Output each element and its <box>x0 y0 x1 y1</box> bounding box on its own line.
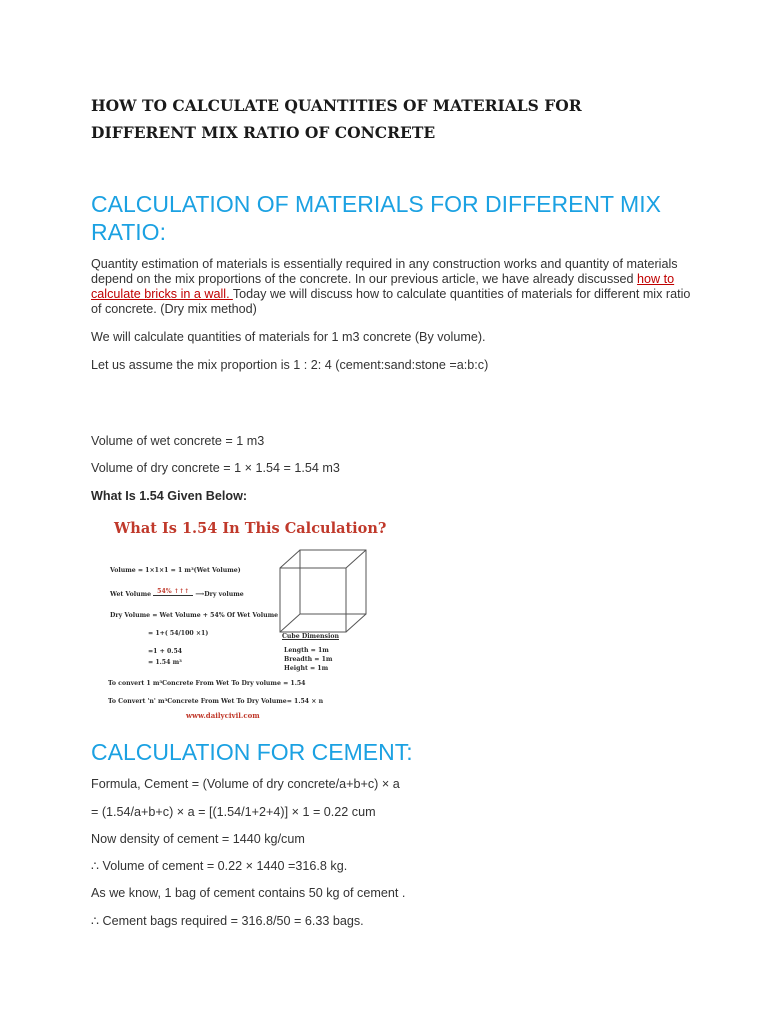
figure-line-dry-formula: Dry Volume = Wet Volume + 54% Of Wet Volume <box>110 612 279 619</box>
cement-calculation: = (1.54/a+b+c) × a = [(1.54/1+2+4)] × 1 = 0.22 cum <box>91 805 376 819</box>
intro-paragraph <box>91 257 691 317</box>
bricks-article-link[interactable]: how to calculate bricks in a wall. <box>91 272 675 301</box>
section-heading-materials: CALCULATION OF MATERIALS FOR DIFFERENT MIX RATIO: <box>91 191 661 245</box>
intro-text-end: Today we will discuss how to calculate quantities of materials for different mix ratio of concrete. (Dry mix method) <box>91 287 691 316</box>
paragraph-dry-volume: Volume of dry concrete = 1 × 1.54 = 1.54 m3 <box>91 461 340 475</box>
cement-density: Now density of cement = 1440 kg/cum <box>91 832 305 846</box>
paragraph-quantities: We will calculate quantities of materials for 1 m3 concrete (By volume). <box>91 330 486 344</box>
figure-title: What Is 1.54 In This Calculation? <box>114 520 387 537</box>
paragraph-wet-volume: Volume of wet concrete = 1 m3 <box>91 434 265 448</box>
section-heading-cement: CALCULATION FOR CEMENT: <box>91 739 413 765</box>
cement-bags-required: ∴ Cement bags required = 316.8/50 = 6.33 bags. <box>91 914 364 928</box>
figure-dry-volume-label: ⟶Dry volume <box>195 591 244 598</box>
figure-percent-arrow: 54% ↑↑↑ <box>153 588 193 596</box>
figure-line-convert-n: To Convert 'n' m³Concrete From Wet To Dry Volume= 1.54 × n <box>108 698 324 705</box>
figure-wet-volume-label: Wet Volume <box>110 591 152 598</box>
figure-line-step1: = 1+( 54/100 ×1) <box>148 630 209 637</box>
paragraph-mix-assumption: Let us assume the mix proportion is 1 : 2: 4 (cement:sand:stone =a:b:c) <box>91 358 489 372</box>
cement-formula: Formula, Cement = (Volume of dry concrete/a+b+c) × a <box>91 777 400 791</box>
explanation-figure <box>104 512 387 722</box>
cement-volume: ∴ Volume of cement = 0.22 × 1440 =316.8 kg. <box>91 859 348 873</box>
cube-dimension-title: Cube Dimension <box>282 633 339 640</box>
figure-line-step2: =1 + 0.54 <box>148 648 183 655</box>
cube-breadth: Breadth = 1m <box>284 656 333 663</box>
figure-line-step3: = 1.54 m³ <box>148 659 182 666</box>
intro-text-start: Quantity estimation of materials is essentially required in any construction works and quantity of materials depend on the mix proportions of the concrete. In our previous article, we have already discussed <box>91 257 678 286</box>
figure-line-wet-to-dry <box>110 588 244 599</box>
paragraph-what-is-154: What Is 1.54 Given Below: <box>91 489 248 503</box>
cube-diagram <box>274 548 370 636</box>
document-title: HOW TO CALCULATE QUANTITIES OF MATERIALS FOR DIFFERENT MIX RATIO OF CONCRETE <box>91 96 582 142</box>
figure-source-url: www.dailycivil.com <box>186 711 260 720</box>
figure-line-convert-1: To convert 1 m³Concrete From Wet To Dry volume = 1.54 <box>108 680 306 687</box>
figure-line-volume: Volume = 1×1×1 = 1 m³(Wet Volume) <box>110 567 241 574</box>
cube-height: Height = 1m <box>284 665 329 672</box>
cube-length: Length = 1m <box>284 647 329 654</box>
cement-bag-info: As we know, 1 bag of cement contains 50 kg of cement . <box>91 886 406 900</box>
